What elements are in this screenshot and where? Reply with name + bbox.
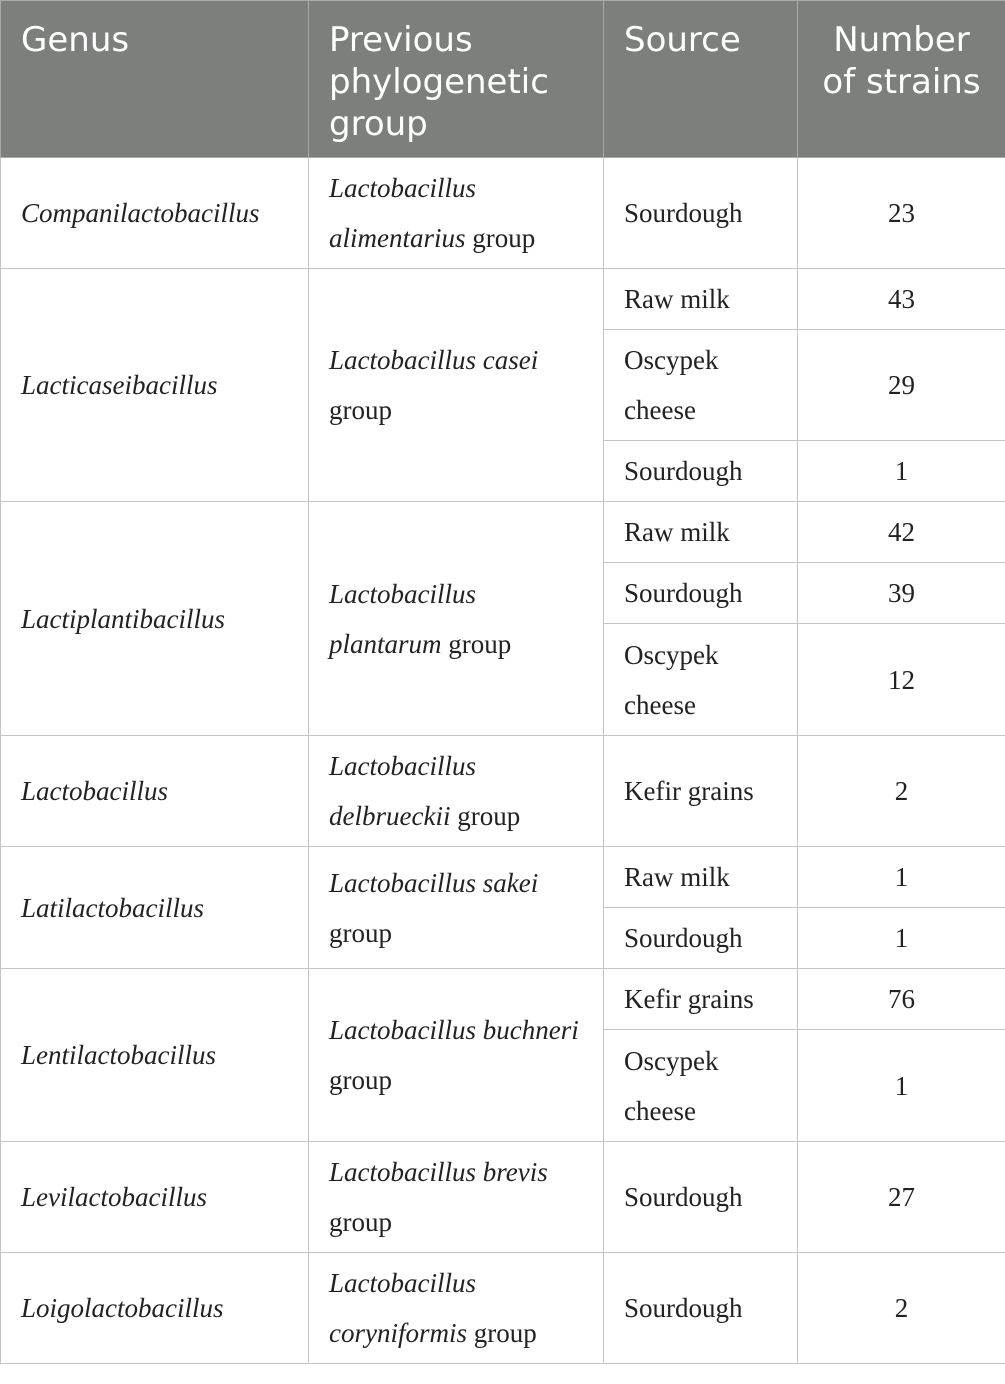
group-cell (309, 1142, 604, 1253)
count-cell: 42 (798, 502, 1005, 563)
group-cell (309, 847, 604, 969)
source-cell: Sourdough (604, 908, 798, 969)
count-cell: 1 (798, 908, 1005, 969)
genus-cell: Companilactobacillus (1, 158, 309, 269)
table-row (1, 969, 1005, 1030)
group-cell (309, 1253, 604, 1364)
genus-cell: Latilactobacillus (1, 847, 309, 969)
group-suffix: group (329, 1065, 392, 1095)
group-species: Lactobacillus delbrueckii (329, 751, 476, 831)
table-row (1, 269, 1005, 330)
header-genus: Genus (1, 1, 309, 158)
count-cell: 27 (798, 1142, 1005, 1253)
group-suffix: group (329, 917, 392, 948)
table-row (1, 1142, 1005, 1253)
table-body (1, 158, 1005, 1364)
header-number-of-strains: Number of strains (798, 1, 1005, 158)
group-cell (309, 969, 604, 1142)
source-cell: Raw milk (604, 269, 798, 330)
count-cell: 1 (798, 1030, 1005, 1142)
header-source: Source (604, 1, 798, 158)
group-cell (309, 502, 604, 736)
group-cell (309, 269, 604, 502)
header-row (1, 1, 1005, 158)
group-species: Lactobacillus brevis (329, 1157, 548, 1187)
source-cell: Oscypek cheese (604, 624, 798, 736)
source-cell: Kefir grains (604, 969, 798, 1030)
source-cell: Sourdough (604, 563, 798, 624)
source-cell: Sourdough (604, 158, 798, 269)
source-cell: Sourdough (604, 1253, 798, 1364)
count-cell: 29 (798, 330, 1005, 441)
group-species: Lactobacillus plantarum (329, 578, 476, 659)
group-suffix: group (329, 1207, 392, 1237)
genus-cell: Lacticaseibacillus (1, 269, 309, 502)
genus-cell: Levilactobacillus (1, 1142, 309, 1253)
table-row (1, 847, 1005, 908)
group-species: Lactobacillus coryniformis (329, 1268, 476, 1348)
count-cell: 76 (798, 969, 1005, 1030)
source-cell: Oscypek cheese (604, 330, 798, 441)
genus-cell: Loigolactobacillus (1, 1253, 309, 1364)
table-row (1, 158, 1005, 269)
group-species: Lactobacillus alimentarius (329, 173, 476, 253)
source-cell: Raw milk (604, 502, 798, 563)
count-cell: 23 (798, 158, 1005, 269)
count-cell: 2 (798, 736, 1005, 847)
count-cell: 1 (798, 847, 1005, 908)
source-cell: Kefir grains (604, 736, 798, 847)
header-previous-group: Previous phylogenetic group (309, 1, 604, 158)
group-suffix: group (448, 628, 512, 659)
genus-cell: Lentilactobacillus (1, 969, 309, 1142)
group-species: Lactobacillus sakei (329, 867, 539, 898)
count-cell: 12 (798, 624, 1005, 736)
count-cell: 1 (798, 441, 1005, 502)
table-row (1, 1253, 1005, 1364)
table-row (1, 736, 1005, 847)
source-cell: Raw milk (604, 847, 798, 908)
genus-cell: Lactiplantibacillus (1, 502, 309, 736)
table-row (1, 502, 1005, 563)
group-species: Lactobacillus casei (329, 345, 539, 375)
table-header (1, 1, 1005, 158)
genus-cell: Lactobacillus (1, 736, 309, 847)
count-cell: 39 (798, 563, 1005, 624)
source-cell: Sourdough (604, 441, 798, 502)
group-cell (309, 158, 604, 269)
group-suffix: group (472, 223, 536, 253)
group-suffix: group (329, 395, 392, 425)
count-cell: 43 (798, 269, 1005, 330)
group-cell (309, 736, 604, 847)
group-suffix: group (457, 801, 521, 831)
source-cell: Sourdough (604, 1142, 798, 1253)
group-suffix: group (473, 1318, 537, 1348)
source-cell: Oscypek cheese (604, 1030, 798, 1142)
group-species: Lactobacillus buchneri (329, 1015, 579, 1045)
count-cell: 2 (798, 1253, 1005, 1364)
